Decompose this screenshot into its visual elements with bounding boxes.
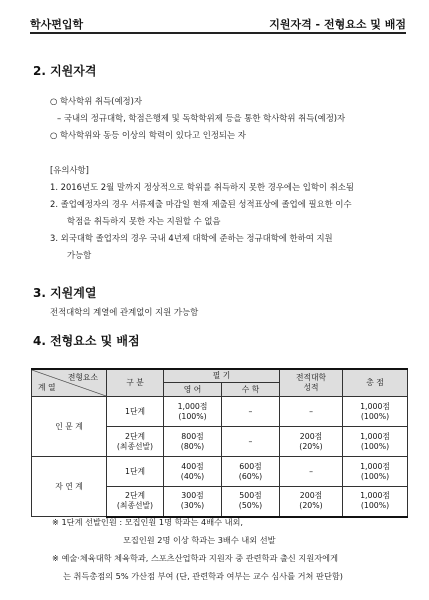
col-math: 수 학 — [222, 383, 280, 397]
diag-label-element: 전형요소 — [67, 373, 98, 382]
section-3-title: 3. 지원계열 — [33, 286, 97, 300]
stage-2-label: 2단계 (최종선발) — [107, 487, 164, 517]
qualification-item-1: ○ 학사학위 취득(예정)자 — [50, 96, 142, 106]
col-prev-grades: 전적대학 성적 — [280, 369, 343, 397]
notice-item-3: 3. 외국대학 졸업자의 경우 국내 4년제 대학에 준하는 정규대학에 한하여 지원 — [50, 233, 333, 243]
humanities-s1-english: 1,000점 (100%) — [164, 397, 222, 427]
science-s2-prev: 200점 (20%) — [280, 487, 343, 517]
qualification-item-1-detail: – 국내의 정규대학, 학점은행제 및 독학학위제 등을 통한 학사학위 취득(예정)자 — [57, 113, 346, 123]
science-s2-total: 1,000점 (100%) — [343, 487, 408, 517]
humanities-s2-math: – — [222, 427, 280, 457]
col-written: 필 기 — [164, 369, 280, 383]
science-s1-english: 400점 (40%) — [164, 457, 222, 487]
stage-2-label: 2단계 (최종선발) — [107, 427, 164, 457]
science-s1-total: 1,000점 (100%) — [343, 457, 408, 487]
col-gubun: 구 분 — [107, 369, 164, 397]
row-humanities: 인 문 계 — [32, 397, 107, 457]
note-2-cont: 는 취득총점의 5% 가산점 부여 (단, 관련학과 여부는 교수 심사를 거쳐 판단함) — [63, 571, 343, 581]
section-2-title: 2. 지원자격 — [33, 64, 97, 78]
notice-item-1: 1. 2016년도 2월 말까지 정상적으로 학위를 취득하지 못한 경우에는 입학이 취소됨 — [50, 182, 354, 192]
page-header — [30, 12, 406, 34]
note-2: ※ 예술·체육대학 체육학과, 스포츠산업학과 지원자 중 관련학과 출신 지원자에게 — [52, 553, 338, 563]
col-total: 총 점 — [343, 369, 408, 397]
notice-item-2-cont: 학점을 취득하지 못한 자는 지원할 수 없음 — [67, 216, 221, 226]
science-s2-math: 500점 (50%) — [222, 487, 280, 517]
header-right-title: 지원자격 - 전형요소 및 배점 — [269, 18, 406, 31]
humanities-s1-math: – — [222, 397, 280, 427]
notice-item-3-cont: 가능함 — [67, 250, 92, 260]
qualification-item-2: ○ 학사학위와 동등 이상의 학력이 있다고 인정되는 자 — [50, 130, 246, 140]
humanities-s2-english: 800점 (80%) — [164, 427, 222, 457]
header-divider — [30, 32, 406, 34]
stage-1-label: 1단계 — [107, 397, 164, 427]
section-4-title: 4. 전형요소 및 배점 — [33, 334, 140, 348]
science-s1-math: 600점 (60%) — [222, 457, 280, 487]
header-left-title: 학사편입학 — [30, 18, 84, 31]
science-s1-prev: – — [280, 457, 343, 487]
stage-1-label: 1단계 — [107, 457, 164, 487]
diag-label-field: 계 열 — [38, 383, 56, 392]
humanities-s1-prev: – — [280, 397, 343, 427]
humanities-s2-prev: 200점 (20%) — [280, 427, 343, 457]
humanities-s2-total: 1,000점 (100%) — [343, 427, 408, 457]
humanities-s1-total: 1,000점 (100%) — [343, 397, 408, 427]
section-3-text: 전적대학의 계열에 관계없이 지원 가능함 — [50, 307, 199, 317]
diagonal-header-cell — [32, 369, 107, 397]
science-s2-english: 300점 (30%) — [164, 487, 222, 517]
notice-title: [유의사항] — [50, 165, 89, 175]
note-1-cont: 모집인원 2명 이상 학과는 3배수 내외 선발 — [123, 535, 276, 545]
note-1: ※ 1단계 선발인원 : 모집인원 1명 학과는 4배수 내외, — [52, 517, 244, 527]
notice-item-2: 2. 졸업예정자의 경우 서류제출 마감일 현재 제출된 성적표상에 졸업에 필요한 이수 — [50, 199, 352, 209]
score-table — [31, 368, 408, 518]
row-science: 자 연 계 — [32, 457, 107, 517]
col-english: 영 어 — [164, 383, 222, 397]
